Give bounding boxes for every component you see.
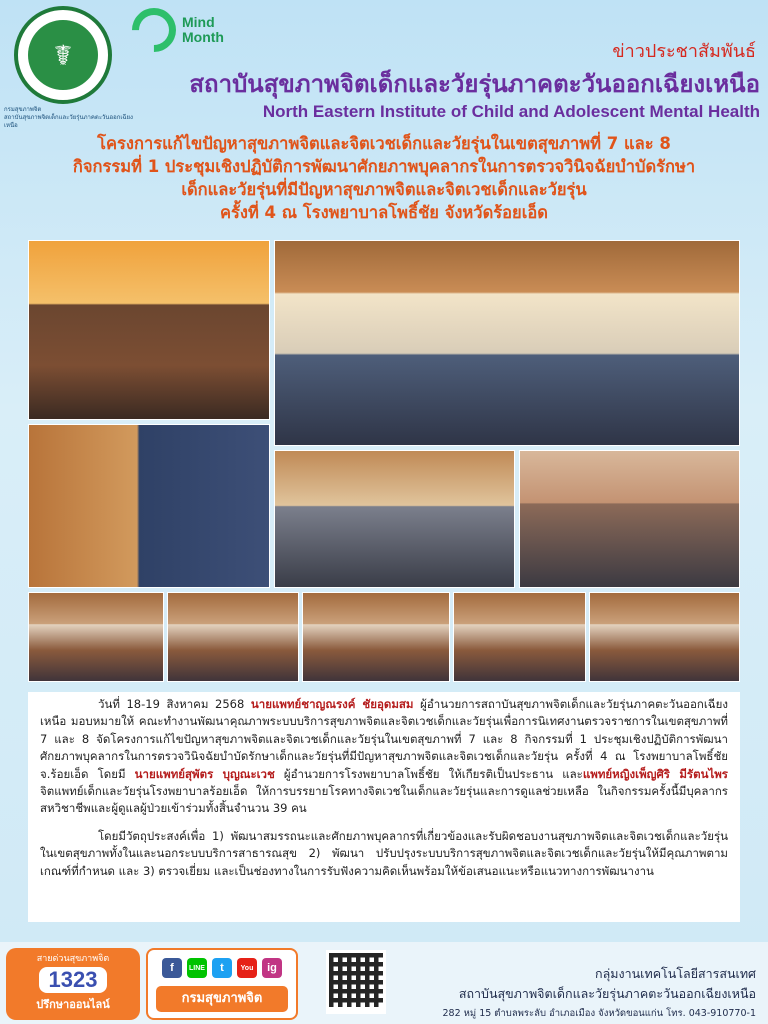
paragraph-2: โดยมีวัตถุประสงค์เพื่อ 1) พัฒนาสมรรถนะและศักยภาพบุคลากรที่เกี่ยวข้องและรับผิดชอบงานสุขภาพจิตและจิตเวชเด็กและวัยรุ่นในเขตสุขภาพทั้งในและนอกระบบบริการสาธารณสุข 2) พัฒนา ปรับปรุงระบบบริการสุขภาพจิตและจิตเวชเด็กและวัยรุ่นให้มีคุณภาพตามเกณฑ์ที่กำหนด และ 3) ตรวจเยี่ยม และเป็นช่องทางในการรับฟังความคิดเห็นพร้อมให้ข้อเสนอแนะหรือแนวทางการพัฒนางาน [40, 828, 728, 878]
p1-name-1: นายแพทย์ชาญณรงค์ ชัยอุดมสม [250, 697, 414, 711]
hotline-top: สายด่วนสุขภาพจิต [36, 954, 110, 964]
facebook-icon[interactable]: f [162, 958, 182, 978]
photo-small-2 [167, 592, 299, 682]
mindmonth-word-1: Mind [182, 13, 215, 30]
footer-org: สถาบันสุขภาพจิตเด็กและวัยรุ่นภาคตะวันออกเฉียงเหนือ [458, 986, 756, 1001]
photo-small-1 [28, 592, 164, 682]
photo-chairman-speech [28, 240, 270, 420]
hotline-badge[interactable] [6, 948, 140, 1020]
dmh-brand: กรมสุขภาพจิต [156, 986, 288, 1012]
moph-caption [4, 106, 136, 129]
paragraph-1 [40, 696, 728, 818]
org-name-th: สถาบันสุขภาพจิตเด็กและวัยรุ่นภาคตะวันออกเฉียงเหนือ [189, 70, 760, 98]
p1-text-a: วันที่ 18-19 สิงหาคม 2568 [98, 697, 251, 711]
footer-address: 282 หมู่ 15 ตำบลพระลับ อำเภอเมือง จังหวัดขอนแก่น โทร. 043-910770-1 [442, 1008, 756, 1019]
pr-label: ข่าวประชาสัมพันธ์ [612, 41, 756, 62]
title-line-3: เด็กและวัยรุ่นที่มีปัญหาสุขภาพจิตและจิตเวชเด็กและวัยรุ่น [181, 180, 587, 199]
p1-name-3: แพทย์หญิงเพ็ญศิริ มีรัตนไพร [582, 766, 728, 781]
youtube-icon[interactable]: You [237, 958, 257, 978]
social-icons [148, 958, 296, 978]
ribbon-icon [123, 0, 185, 61]
header [0, 0, 768, 236]
footer-contact [443, 964, 757, 1021]
hotline-bottom: ปรึกษาออนไลน์ [36, 998, 110, 1011]
line-icon[interactable]: LINE [187, 958, 207, 978]
org-name-en: North Eastern Institute of Child and Adolescent Mental Health [262, 102, 760, 121]
photo-meeting-room [274, 450, 515, 588]
news-body [28, 692, 740, 922]
hotline-number: 1323 [39, 967, 108, 993]
moph-caption-line-2: สถาบันสุขภาพจิตเด็กและวัยรุ่นภาคตะวันออกเฉียงเหนือ [4, 113, 133, 129]
title-line-2: กิจกรรมที่ 1 ประชุมเชิงปฏิบัติการพัฒนาศักยภาพบุคลากรในการตรวจวินิจฉัยบำบัดรักษา [72, 157, 696, 176]
twitter-icon[interactable]: t [212, 958, 232, 978]
photo-small-5 [589, 592, 740, 682]
news-titles [20, 132, 748, 224]
p1-name-2: นายแพทย์สุพัตร บุญณะเวช [134, 766, 275, 781]
moph-logo [14, 6, 112, 104]
mindmonth-word-2: Month [182, 29, 224, 45]
photo-workshop-group [519, 450, 740, 588]
p1-text-b: ผู้อำนวยการสถาบันสุขภาพจิตเด็กและวัยรุ่นภาคตะวันออกเฉียงเหนือ มอบหมายให้ คณะทำงานพัฒนาคุณภาพระบบบริการสุขภาพจิตและจิตเวชเด็กและวัยรุ่นเพื่อการนิเทศงานตรวจราชการในเขตสุขภาพที่ 7 และ 8 จัดโครงการแก้ไขปัญหาสุขภาพจิตและจิตเวชเด็กและวัยรุ่นในเขตสุขภาพที่ 7 และ 8 กิจกรรมที่ 1 ประชุมเชิงปฏิบัติการพัฒนาศักยภาพบุคลากรในการตรวจวินิจฉัยบำบัดรักษาเด็กและวัยรุ่นที่มีปัญหาสุขภาพจิตและจิตเวชเด็กและวัยรุ่น ครั้งที่ 4 ณ โรงพยาบาลโพธิ์ชัย จ.ร้อยเอ็ด โดยมี [40, 697, 728, 781]
caduceus-icon: ☤ [28, 20, 98, 90]
qr-icon [329, 953, 383, 1007]
p1-text-d: จิตแพทย์เด็กและวัยรุ่นโรงพยาบาลร้อยเอ็ด ให้การบรรยายโรคทางจิตเวชในเด็กและวัยรุ่นและการดูแลช่วยเหลือ ในกิจกรรมครั้งนี้มีบุคลากรสหวิชาชีพและผู้ดูแลผู้ป่วยเข้าร่วมทั้งสิ้นจำนวน 39 คน [40, 784, 728, 816]
photo-small-4 [453, 592, 586, 682]
mindmonth-logo [132, 8, 224, 52]
photo-group [274, 240, 740, 446]
moph-caption-line-1: กรมสุขภาพจิต [4, 106, 42, 113]
qr-code[interactable] [326, 950, 386, 1014]
footer [0, 942, 768, 1024]
photo-lecturer [28, 424, 270, 588]
p1-text-c: ผู้อำนวยการโรงพยาบาลโพธิ์ชัย ให้เกียรติเป็นประธาน และ [274, 766, 583, 781]
instagram-icon[interactable]: ig [262, 958, 282, 978]
social-panel [146, 948, 298, 1020]
photo-small-3 [302, 592, 450, 682]
footer-dept: กลุ่มงานเทคโนโลยีสารสนเทศ [595, 966, 756, 981]
title-line-1: โครงการแก้ไขปัญหาสุขภาพจิตและจิตเวชเด็กและวัยรุ่นในเขตสุขภาพที่ 7 และ 8 [97, 134, 671, 153]
title-line-4: ครั้งที่ 4 ณ โรงพยาบาลโพธิ์ชัย จังหวัดร้อยเอ็ด [219, 203, 548, 222]
